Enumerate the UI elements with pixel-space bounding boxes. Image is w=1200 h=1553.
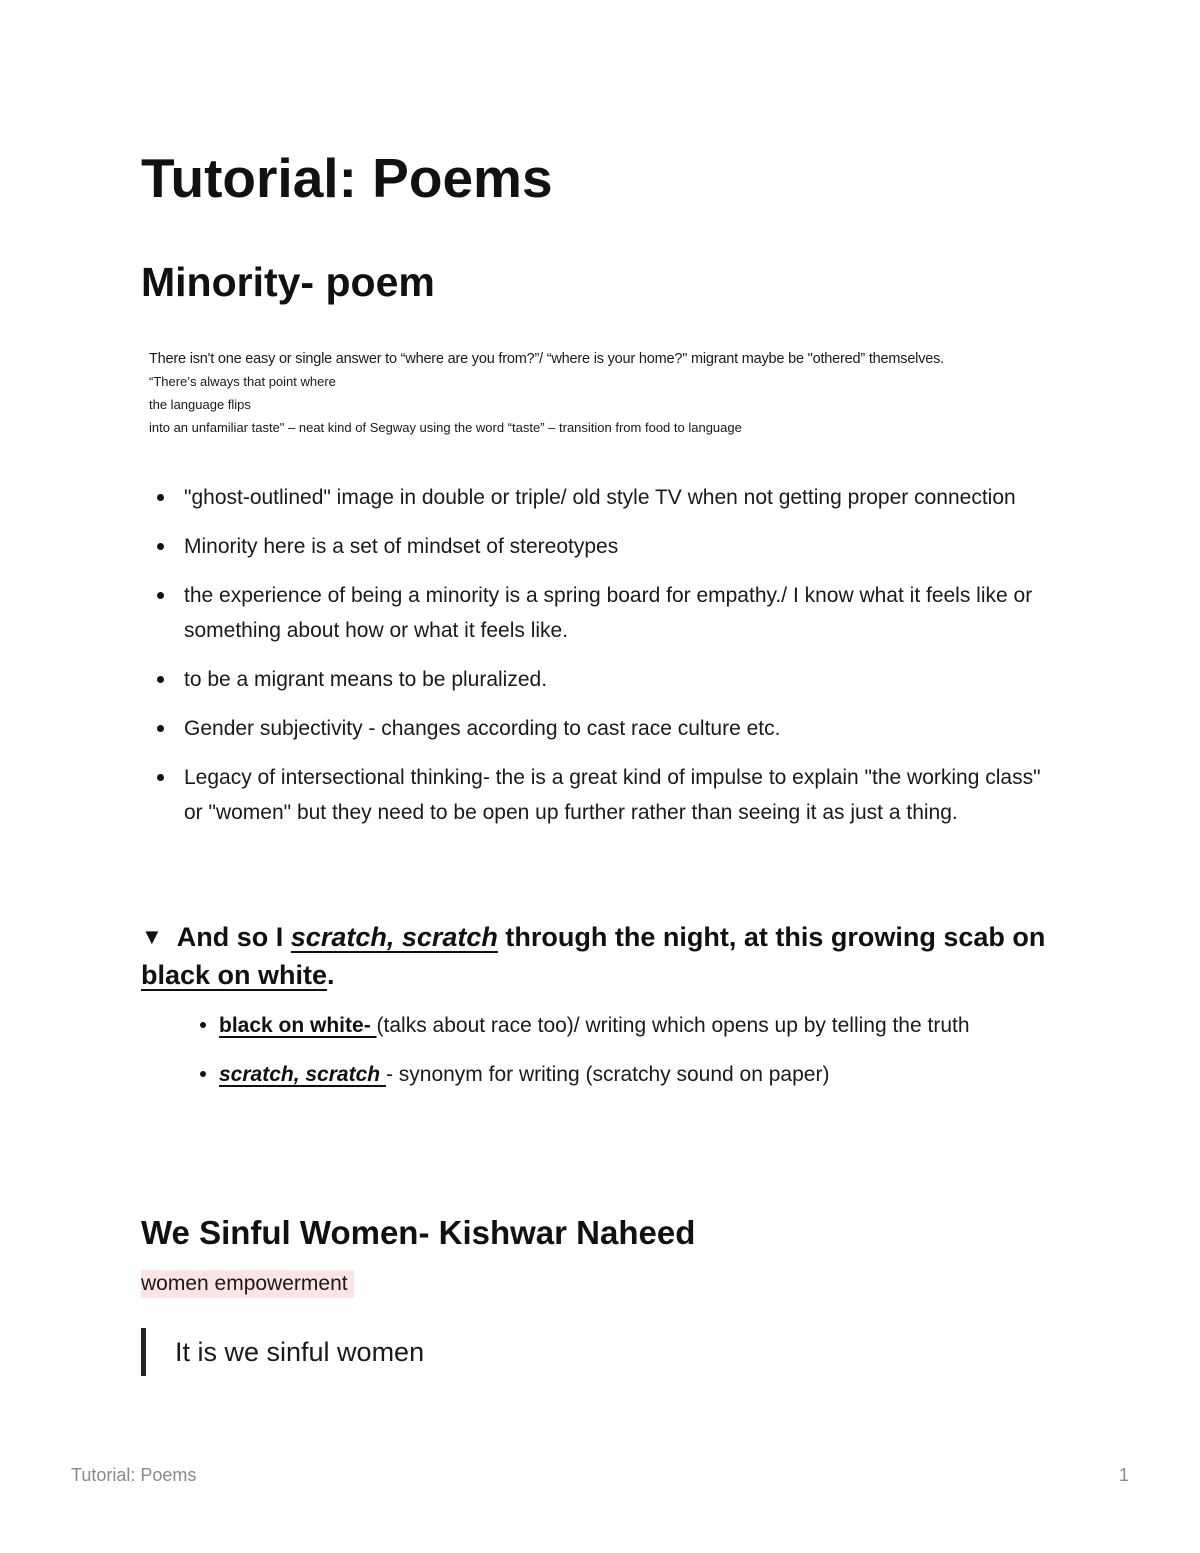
list-item: the experience of being a minority is a spring board for empathy./ I know what it feels like or something about how or what it feels like. [141, 578, 1061, 648]
list-item: Minority here is a set of mindset of stereotypes [141, 529, 1061, 564]
note-line: the language flips [149, 397, 251, 412]
key-phrase: scratch, scratch [219, 1063, 386, 1086]
footer-title: Tutorial: Poems [71, 1465, 197, 1485]
section-heading-sinful-women: We Sinful Women- Kishwar Naheed [141, 1214, 696, 1251]
block-quote: It is we sinful women [141, 1328, 424, 1376]
note-line: “There’s always that point where [149, 374, 336, 389]
list-item: to be a migrant means to be pluralized. [141, 662, 1061, 697]
toggle-sub-list [200, 1008, 1050, 1106]
key-explanation: (talks about race too)/ writing which opens up by telling the truth [376, 1014, 970, 1037]
page-title: Tutorial: Poems [141, 147, 553, 209]
section-heading-minority: Minority- poem [141, 259, 435, 305]
highlighted-tag: women empowerment [141, 1270, 354, 1298]
list-item: Legacy of intersectional thinking- the is a great kind of impulse to explain "the working class" or "women" but they need to be open up further rather than seeing it as just a thing. [141, 760, 1061, 830]
key-explanation: - synonym for writing (scratchy sound on paper) [385, 1063, 830, 1086]
list-item [200, 1057, 1050, 1092]
note-line: There isn't one easy or single answer to “where are you from?”/ “where is your home?" migrant maybe be "othered” themselves. [149, 351, 944, 367]
list-item: "ghost-outlined" image in double or triple/ old style TV when not getting proper connection [141, 480, 1061, 515]
embedded-note-image [149, 348, 1079, 439]
minority-bullet-list [141, 480, 1061, 844]
underlined-phrase: scratch, scratch [290, 922, 498, 952]
toggle-heading-quote[interactable] [141, 918, 1061, 994]
toggle-text: . [327, 960, 335, 990]
list-item [200, 1008, 1050, 1043]
underlined-phrase: black on white [141, 960, 328, 990]
list-item: Gender subjectivity - changes according to cast race culture etc. [141, 711, 1061, 746]
toggle-text: through the night, at this growing scab on [497, 922, 1046, 952]
key-phrase: black on white- [219, 1014, 377, 1037]
note-line: into an unfamiliar taste" – neat kind of Segway using the word “taste” – transition from food to language [149, 420, 742, 435]
toggle-arrow-icon[interactable]: ▼ [141, 924, 163, 949]
page-number: 1 [1118, 1465, 1129, 1485]
toggle-text: And so I [176, 922, 291, 952]
